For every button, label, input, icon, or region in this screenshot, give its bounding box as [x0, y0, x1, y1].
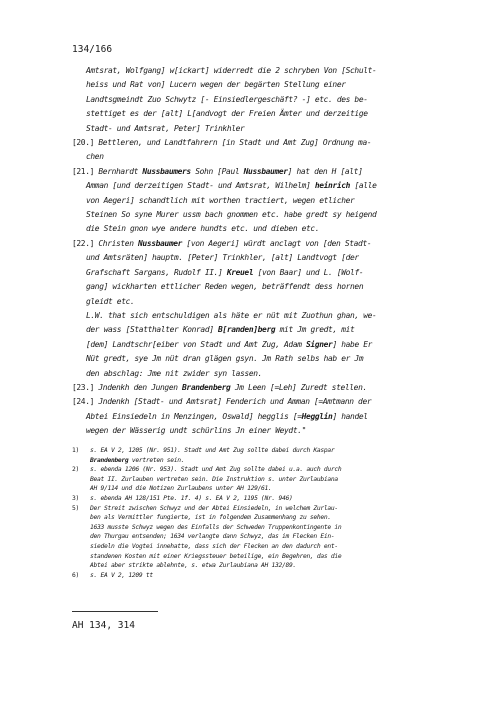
footnote — [72, 446, 464, 465]
footnote-line: ben als Vermittler fungierte, ist in folgendem Zusammenhang zu sehen. — [90, 514, 331, 522]
main-text — [72, 64, 464, 439]
footnote-number: 2) — [72, 466, 79, 474]
footnote-line: 1633 musste Schwyz wegen des Einfalls der Schweden Truppenkontingente in — [90, 523, 342, 531]
entry-line: L.W. that sich entschuldigen als häte er nüt mit Zuothun ghan, we- — [86, 310, 377, 320]
bold-name: B[randen]berg — [218, 325, 276, 335]
bold-name: heinrich — [314, 181, 351, 191]
footnote-line: Beat II. Zurlauben vertreten sein. Die Instruktion s. unter Zurlaubiana — [90, 475, 338, 483]
entry-number: [21.] — [72, 166, 99, 176]
bold-name: Brandenberg — [90, 456, 129, 464]
footnote-line: standenen Kosten mit einer Kriegssteuer beteilige, ein Begehren, das die — [90, 552, 342, 560]
footnote-number: 3) — [72, 494, 79, 502]
footnote — [72, 465, 464, 494]
footnote-line: siedeln die Vogtei innehatte, dass sich der Flecken an den dadurch ent- — [90, 542, 338, 550]
entry — [72, 237, 464, 381]
footnote-number: 5) — [72, 504, 79, 512]
entry-line: Amman [und derzeitigen Stadt- und Amtsrat, Wilhelm] heinrich [alle — [86, 181, 377, 191]
footnote — [72, 571, 464, 581]
entry — [72, 165, 464, 237]
entry-line: [dem] Landtschr[eiber von Stadt und Amt Zug, Adam Signer] habe Er — [86, 339, 373, 349]
footnote-line: s. EA V 2, 1209 tt — [90, 571, 153, 579]
entry-number: [23.] — [72, 382, 99, 392]
entry-line: [21.] Bernhardt Nussbaumers Sohn [Paul Nussbaumer] hat den H [alt] — [72, 166, 363, 176]
bold-name: Signer — [306, 339, 333, 349]
entry-line: wegen der Wässerig undt schürlins Jn einer Weydt." — [86, 426, 307, 436]
footnote-line: s. ebenda 1206 (Nr. 953). Stadt und Amt Zug sollte dabei u.a. auch durch — [90, 466, 342, 474]
entry-line: [22.] Christen Nussbaumer [von Aegeri] würdt anclagt von [den Stadt- — [72, 238, 372, 248]
entry-line: chen — [86, 152, 104, 162]
bold-name: Nussbaumers — [142, 166, 191, 176]
footnotes — [72, 446, 464, 580]
entry-line: Stadt- und Amtsrat, Peter] Trinkhler — [86, 123, 245, 133]
bold-name: Brandenberg — [182, 382, 231, 392]
entry-line: [20.] Bettleren, und Landtfahrern [in Stadt und Amt Zug] Ordnung ma- — [72, 138, 372, 148]
footnote-line: Der Streit zwischen Schwyz und der Abtei Einsiedeln, in welchem Zurlau- — [90, 504, 338, 512]
entry-number: [24.] — [72, 397, 99, 407]
entry-line: den abschlag: Jme nit zwider syn lassen. — [86, 368, 263, 378]
archive-signature: AH 134, 314 — [72, 620, 135, 631]
entry-line: und Amtsräten] hauptm. [Peter] Trinkhler, [alt] Landtvogt [der — [86, 253, 359, 263]
page-number: 134/166 — [72, 44, 113, 55]
footnote — [72, 494, 464, 504]
entry-line: Steinen So syne Murer ussm bach gnommen etc. habe gredt sy heigend — [86, 210, 377, 220]
entry — [72, 381, 464, 395]
entry-number: [20.] — [72, 138, 99, 148]
entry-line: gleidt etc. — [86, 296, 135, 306]
entry-line: die Stein gnon wye andere hundts etc. und dieben etc. — [86, 224, 320, 234]
footnote-line: s. EA V 2, 1205 (Nr. 951). Stadt und Amt Zug sollte dabei durch Kaspar — [90, 447, 335, 454]
entry-line: der wass [Statthalter Konrad] B[randen]berg mit Jm gredt, mit — [86, 325, 355, 335]
entry-line: von Aegeri] schandtlich mit worthen tractiert, wegen etlicher — [86, 195, 355, 205]
entry-number: [22.] — [72, 238, 99, 248]
entry-line: [23.] Jndenkh den Jungen Brandenberg Jm Leen [=Leh] Zuredt stellen. — [72, 382, 367, 392]
entry — [72, 395, 464, 438]
bold-name: Hegglin — [301, 411, 333, 421]
footnote — [72, 504, 464, 571]
entry — [72, 64, 464, 136]
entry-line: heiss und Rat von] Lucern wegen der begärten Stellung einer — [86, 80, 346, 90]
entry — [72, 136, 464, 165]
entry-line: Abtei Einsiedeln in Menzingen, Oswald] hegglis [=Hegglin] handel — [86, 411, 368, 421]
footnote-line: Abtei aber strikte ablehnte, s. etwa Zurlaubiana AH 132/89. — [90, 562, 296, 570]
footnote-line: AH 9/114 und die Notizen Zurlaubens unter AH 129/61. — [90, 485, 272, 493]
entry-line: Landtsgmeindt Zuo Schwytz [- Einsiedlergeschäft? -] etc. des be- — [86, 94, 368, 104]
bold-name: Nussbaumer — [138, 238, 183, 248]
footnote-line: den Thurgau entsenden; 1634 verlangte dann Schwyz, das im Flecken Ein- — [90, 533, 335, 541]
footnote-number: 1) — [72, 447, 79, 454]
footnote-line: s. ebenda AH 128/151 Pte. 1f. 4) s. EA V 2, 1195 (Nr. 946) — [90, 494, 293, 502]
signature-rule — [72, 611, 158, 612]
entry-line: [24.] Jndenkh [Stadt- und Amtsrat] Fenderich und Amman [=Amtmann der — [72, 397, 372, 407]
entry-line: stettiget es der [alt] L[andvogt der Freien Ämter und derzeitige — [86, 109, 368, 119]
entry-line: Nüt gredt, sye Jm nüt dran glägen gsyn. Jm Rath selbs hab er Jm — [86, 354, 364, 364]
bold-name: Nussbaumer — [243, 166, 288, 176]
bold-name: Kreuel — [226, 267, 254, 277]
entry-line: Grafschaft Sargans, Rudolf II.] Kreuel [von Baar] und L. [Wolf- — [86, 267, 364, 277]
footnote-number: 6) — [72, 571, 79, 579]
entry-line: Amtsrat, Wolfgang] w[ickart] widerredt die 2 schryben Von [Schult- — [86, 66, 377, 75]
entry-line: gang] wickharten ettlicher Reden wegen, beträffendt dess hornen — [86, 282, 364, 292]
footnote-line: Brandenberg vertreten sein. — [90, 456, 185, 464]
